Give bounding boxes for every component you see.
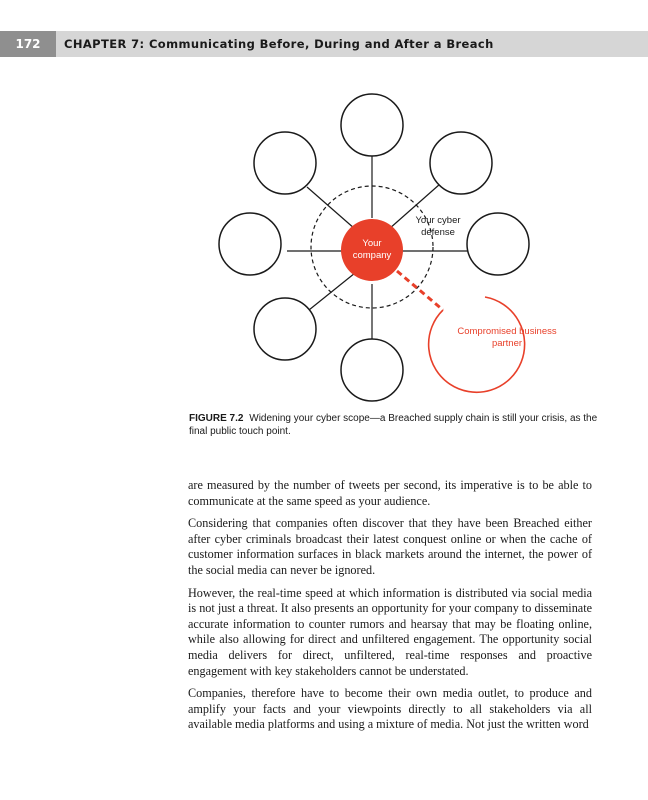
stakeholder-node-top-left	[254, 132, 316, 194]
stakeholder-node-top-right	[430, 132, 492, 194]
figure-diagram	[200, 90, 600, 410]
figure-caption-text: Widening your cyber scope—a Breached supply chain is still your crisis, as the final public touch point.	[189, 413, 598, 437]
company-label-line2: company	[352, 250, 392, 261]
defense-label-line1: Your cyber	[415, 215, 461, 226]
stakeholder-node-bottom	[341, 339, 403, 401]
stakeholder-node-left	[219, 213, 281, 275]
running-header	[0, 31, 648, 57]
company-label-line1: Your	[362, 238, 382, 249]
body-text	[188, 478, 592, 740]
defense-label-line2: defense	[421, 227, 455, 238]
stakeholder-node-right	[467, 213, 529, 275]
stakeholder-node-top	[341, 94, 403, 156]
paragraph: Considering that companies often discover that they have been Breached either after cyber criminals broadcast their latest conquest online or when the cache of customer information surfaces in black markets around the internet, the power of the social media can never be ignored.	[188, 516, 592, 577]
paragraph: are measured by the number of tweets per second, its imperative is to be able to communicate at the same speed as your audience.	[188, 478, 592, 508]
figure-caption	[189, 412, 599, 438]
figure-label: FIGURE 7.2	[189, 413, 244, 424]
compromised-label-line1: Compromised business	[457, 326, 557, 337]
page-number: 172	[0, 31, 56, 57]
compromised-label-line2: partner	[491, 338, 523, 349]
stakeholder-node-bottom-left	[254, 298, 316, 360]
paragraph: Companies, therefore have to become their own media outlet, to produce and amplify your facts and your viewpoints directly to all stakeholders via all available media platforms and using a mixture of media. Not just the written word	[188, 686, 592, 732]
spoke-top-left	[307, 187, 355, 229]
chapter-title: CHAPTER 7: Communicating Before, During and After a Breach	[64, 37, 494, 51]
paragraph: However, the real-time speed at which information is distributed via social media is not just a threat. It also presents an opportunity for your company to disseminate accurate information to counter rumors and hearsay that may be floating online, while also allowing for direct and unfiltered engagement. The opportunity social media delivers for direct, unfiltered, real-time responses and proactive engagement with key stakeholders cannot be understated.	[188, 585, 592, 678]
spoke-bottom-left	[304, 273, 355, 314]
compromised-link	[397, 271, 443, 310]
